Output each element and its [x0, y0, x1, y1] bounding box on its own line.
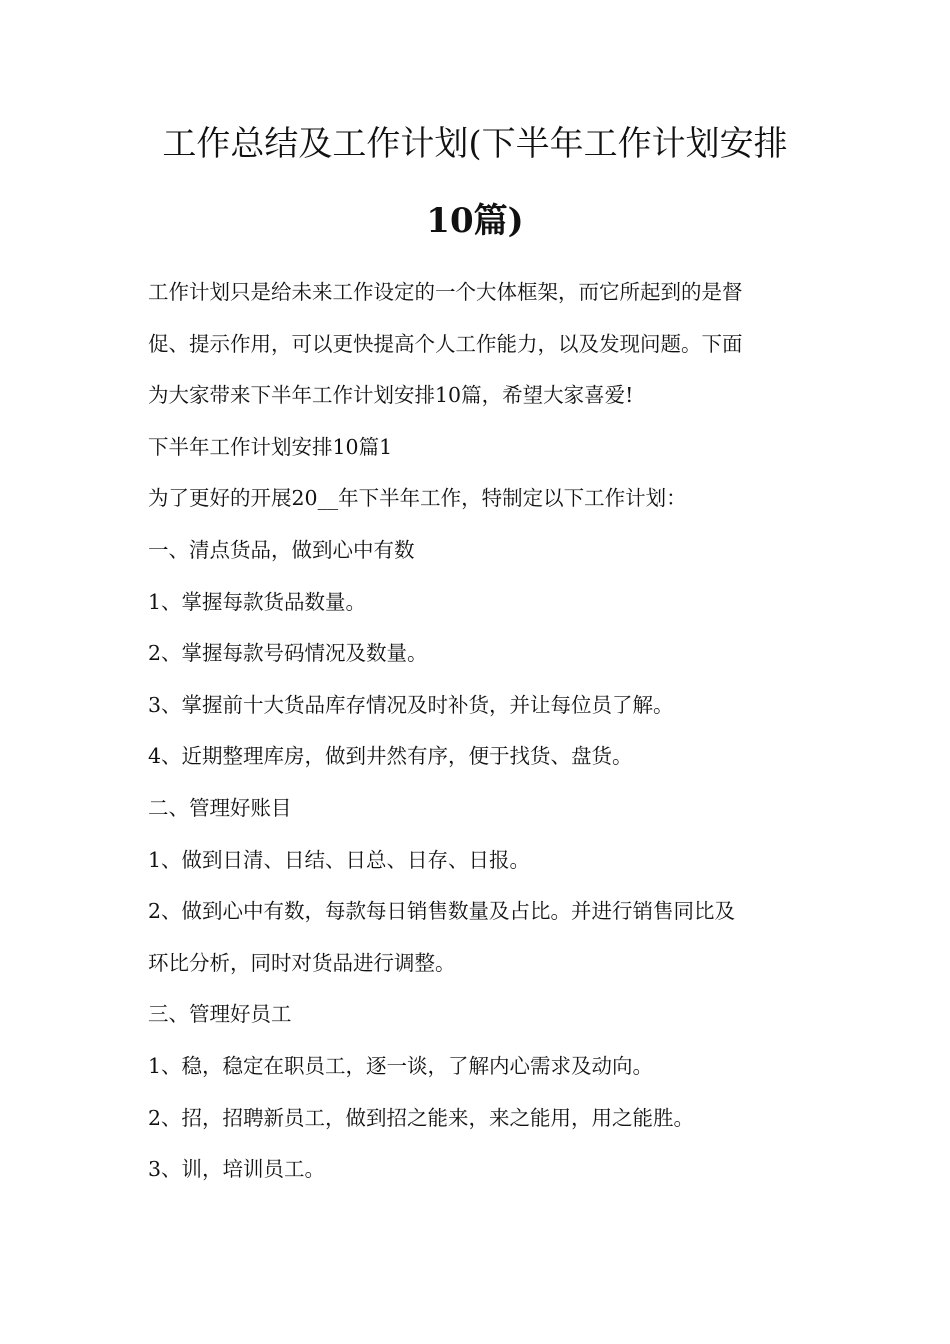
body-line-purpose: 为了更好的开展20__年下半年工作，特制定以下工作计划：: [148, 486, 687, 511]
section-heading-accounts: 二、管理好账目: [148, 795, 292, 820]
list-item-accounts-2-cont: 环比分析，同时对货品进行调整。: [148, 950, 456, 975]
list-item-accounts-1: 1、做到日清、日结、日总、日存、日报。: [148, 847, 531, 872]
document-body: [148, 272, 808, 1201]
list-item-inventory-2: 2、掌握每款号码情况及数量。: [148, 641, 428, 666]
list-item-inventory-1: 1、掌握每款货品数量。: [148, 589, 367, 614]
list-item-inventory-3: 3、掌握前十大货品库存情况及时补货，并让每位员了解。: [148, 692, 674, 717]
body-line-intro-3: 为大家带来下半年工作计划安排10篇，希望大家喜爱!: [148, 383, 634, 408]
list-item-staff-2: 2、招，招聘新员工，做到招之能来，来之能用，用之能胜。: [148, 1105, 695, 1130]
list-item-accounts-2: 2、做到心中有数，每款每日销售数量及占比。并进行销售同比及: [148, 899, 736, 924]
list-item-inventory-4: 4、近期整理库房，做到井然有序，便于找货、盘货。: [148, 744, 633, 769]
section-heading-inventory: 一、清点货品，做到心中有数: [148, 537, 415, 562]
section-heading-staff: 三、管理好员工: [148, 1002, 292, 1027]
list-item-staff-3: 3、训，培训员工。: [148, 1157, 326, 1182]
body-line-intro-1: 工作计划只是给未来工作设定的一个大体框架，而它所起到的是督: [148, 280, 743, 304]
section-heading-plan-1: 下半年工作计划安排10篇1: [148, 434, 393, 459]
document-title-line-2: 10篇): [426, 201, 524, 241]
document-title-line-1: 工作总结及工作计划(下半年工作计划安排: [162, 124, 788, 164]
list-item-staff-1: 1、稳，稳定在职员工，逐一谈，了解内心需求及动向。: [148, 1053, 654, 1078]
body-line-intro-2: 促、提示作用，可以更快提高个人工作能力，以及发现问题。下面: [148, 331, 743, 356]
